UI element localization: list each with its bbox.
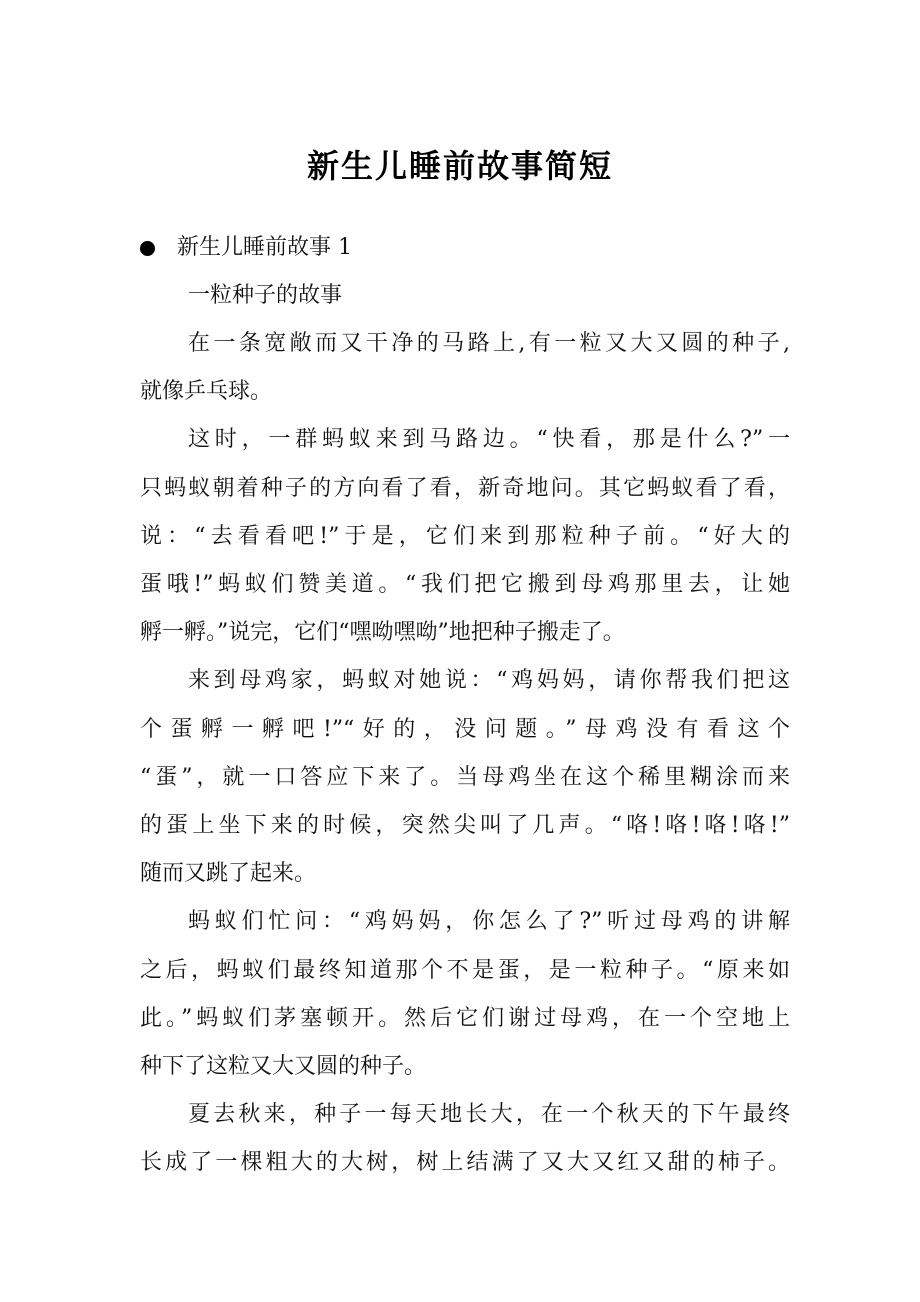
paragraph-line: 种下了这粒又大又圆的种子。 [140, 1054, 427, 1079]
paragraph-line: “蛋”，就一口答应下来了。当母鸡坐在这个稀里糊涂而来 [140, 765, 790, 790]
paragraph-line: 随而又跳了起来。 [140, 861, 317, 886]
paragraph-line: 蛋哦!”蚂蚁们赞美道。“我们把它搬到母鸡那里去，让她 [140, 572, 790, 597]
paragraph-line: 的蛋上坐下来的时候，突然尖叫了几声。“咯!咯!咯!咯!” [140, 813, 790, 838]
paragraph-line: 只蚂蚁朝着种子的方向看了看，新奇地问。其它蚂蚁看了看， [140, 476, 790, 501]
bullet-icon [140, 241, 155, 256]
paragraph-line: 来到母鸡家，蚂蚁对她说：“鸡妈妈，请你帮我们把这 [188, 668, 790, 693]
paragraph-line: 蚂蚁们忙问：“鸡妈妈，你怎么了?”听过母鸡的讲解 [188, 909, 790, 934]
paragraph-line: 这时，一群蚂蚁来到马路边。“快看，那是什么?”一 [188, 427, 790, 452]
paragraph-line: 夏去秋来，种子一每天地长大，在一个秋天的下午最终 [188, 1102, 790, 1127]
document-title: 新生儿睡前故事简短 [306, 147, 613, 185]
section-heading-text: 新生儿睡前故事 1 [177, 235, 352, 260]
paragraph-line: 长成了一棵粗大的大树，树上结满了又大又红又甜的柿子。 [140, 1150, 790, 1175]
section-heading [140, 228, 352, 268]
paragraph-line: 在一条宽敞而又干净的马路上,有一粒又大又圆的种子, [188, 331, 790, 356]
story-title: 一粒种子的故事 [188, 283, 343, 308]
paragraph-line: 说：“去看看吧!”于是，它们来到那粒种子前。“好大的 [140, 524, 790, 549]
paragraph-line: 孵一孵。”说完，它们“嘿呦嘿呦”地把种子搬走了。 [140, 620, 625, 645]
paragraph-line: 个蛋孵一孵吧!”“好的，没问题。”母鸡没有看这个 [140, 717, 790, 742]
paragraph-line: 之后，蚂蚁们最终知道那个不是蛋，是一粒种子。“原来如 [140, 958, 790, 983]
paragraph-line: 就像乒乓球。 [140, 379, 273, 404]
paragraph-line: 此。”蚂蚁们茅塞顿开。然后它们谢过母鸡，在一个空地上 [140, 1006, 790, 1031]
